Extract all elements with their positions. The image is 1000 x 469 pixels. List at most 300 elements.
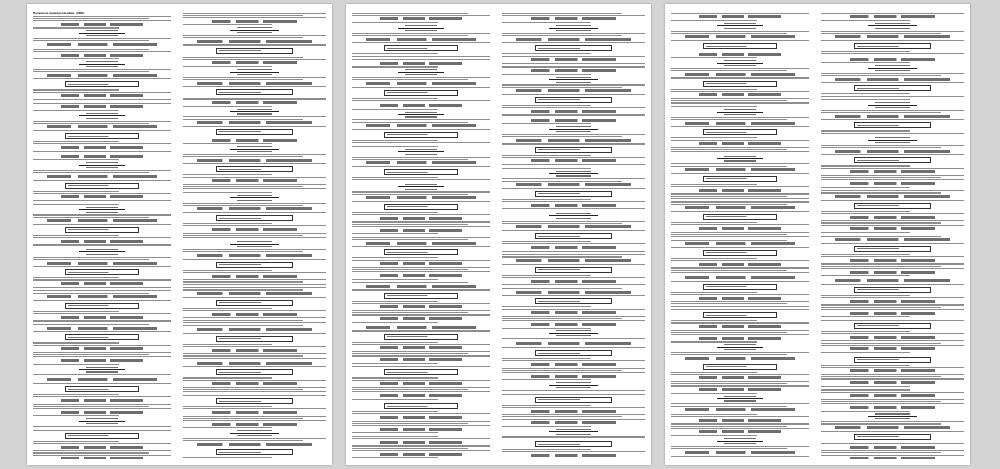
text-line — [183, 233, 326, 234]
text-line — [502, 241, 591, 242]
text-line — [671, 294, 809, 295]
text-line — [502, 372, 645, 373]
fraction-bar — [717, 441, 764, 442]
formula-block — [65, 303, 139, 309]
text-line — [671, 77, 809, 78]
fraction-bar — [868, 140, 917, 141]
formula-block — [854, 43, 930, 49]
text-line — [821, 192, 941, 193]
text-line — [352, 312, 468, 313]
text-line — [502, 33, 645, 34]
fraction-bar — [549, 79, 598, 80]
formula-block — [699, 376, 782, 379]
formula-block — [516, 183, 630, 186]
text-line — [33, 406, 149, 407]
formula-block — [380, 453, 463, 456]
formula-block — [398, 69, 445, 75]
text-line — [183, 223, 272, 224]
formula-block — [65, 386, 139, 392]
text-line — [183, 420, 326, 421]
text-line — [33, 396, 171, 397]
text-line — [821, 443, 964, 444]
formula-block — [384, 334, 458, 340]
formula-block — [380, 346, 463, 349]
document-page-2 — [346, 4, 651, 465]
text-line — [502, 123, 591, 124]
text-line — [33, 18, 149, 19]
formula-block — [531, 69, 617, 72]
text-line — [502, 256, 622, 257]
formula-block — [685, 168, 795, 171]
text-line — [33, 257, 171, 258]
formula-block — [230, 69, 279, 75]
text-line — [821, 316, 910, 317]
text-line — [352, 363, 438, 364]
text-line — [352, 246, 490, 247]
text-line — [33, 287, 171, 288]
formula-block — [61, 195, 144, 198]
text-line — [502, 143, 645, 144]
fraction-bar — [79, 33, 126, 34]
text-line — [352, 448, 468, 449]
formula-block — [398, 112, 445, 118]
formula-block — [366, 82, 476, 85]
text-line — [671, 330, 809, 331]
text-line — [183, 235, 303, 236]
text-line — [502, 394, 645, 395]
text-line — [821, 297, 964, 298]
formula-block — [230, 430, 279, 436]
formula-block — [703, 250, 777, 256]
text-line — [671, 31, 809, 32]
text-line — [502, 56, 645, 57]
formula-block — [703, 129, 777, 135]
formula-block — [685, 73, 795, 76]
text-line — [183, 427, 272, 428]
fraction-bar — [398, 72, 445, 73]
formula-block — [384, 403, 458, 409]
text-line — [183, 358, 326, 359]
text-line — [502, 370, 622, 371]
text-line — [671, 383, 787, 384]
text-line — [33, 394, 119, 395]
text-line — [33, 99, 171, 100]
document-page-3 — [665, 4, 970, 465]
text-line — [821, 295, 910, 296]
formula-block — [230, 109, 279, 115]
fraction-bar — [868, 416, 917, 417]
formula-block — [61, 347, 144, 350]
fraction-bar — [868, 105, 917, 106]
text-line — [502, 426, 591, 427]
formula-block — [699, 142, 782, 145]
text-line — [671, 267, 809, 268]
formula-block — [398, 25, 445, 31]
formula-block — [835, 35, 949, 38]
formula-block — [717, 23, 764, 29]
text-line — [33, 38, 171, 39]
formula-block — [868, 65, 917, 71]
text-line — [183, 259, 326, 260]
text-line — [821, 343, 941, 344]
text-line — [671, 406, 787, 407]
text-line — [183, 440, 303, 441]
text-line — [352, 344, 490, 345]
fraction-bar — [868, 68, 917, 69]
formula-block — [65, 183, 139, 189]
text-line — [821, 75, 941, 76]
text-line — [502, 74, 591, 75]
text-line — [183, 192, 272, 193]
formula-block — [212, 423, 298, 426]
text-line — [352, 140, 438, 141]
text-line — [183, 389, 303, 390]
formula-block — [699, 430, 782, 433]
text-line — [502, 390, 645, 391]
text-line — [33, 320, 171, 321]
text-line — [33, 244, 171, 245]
text-line — [183, 15, 303, 16]
text-line — [183, 174, 272, 175]
text-line — [502, 347, 645, 348]
text-line — [671, 98, 809, 99]
text-line — [821, 333, 964, 334]
fraction-bar — [549, 173, 598, 174]
text-line — [183, 457, 272, 458]
formula-block — [212, 382, 298, 385]
text-line — [183, 355, 303, 356]
formula-block — [850, 406, 936, 409]
formula-block — [717, 60, 764, 66]
text-line — [502, 208, 645, 209]
text-line — [671, 403, 809, 404]
formula-block — [61, 399, 144, 402]
text-line — [502, 405, 591, 406]
text-line — [352, 35, 468, 36]
text-line — [821, 307, 941, 308]
text-line — [502, 379, 591, 380]
text-line — [183, 177, 326, 178]
formula-block — [366, 38, 476, 41]
text-line — [502, 22, 591, 23]
text-line — [821, 304, 964, 305]
formula-block — [384, 293, 458, 299]
text-line — [821, 51, 910, 52]
text-line — [671, 374, 809, 375]
formula-block — [230, 195, 279, 201]
formula-block — [516, 291, 630, 294]
formula-block — [854, 357, 930, 363]
formula-block — [854, 434, 930, 440]
formula-block — [854, 203, 930, 209]
text-line — [183, 225, 326, 226]
formula-block — [699, 419, 782, 422]
formula-block — [535, 147, 611, 153]
text-line — [33, 342, 119, 343]
text-line — [671, 456, 809, 457]
formula-block — [535, 45, 611, 51]
formula-block — [717, 156, 764, 162]
text-line — [33, 40, 149, 41]
text-line — [183, 366, 326, 367]
text-line — [352, 214, 490, 215]
formula-block — [230, 241, 279, 247]
text-line — [183, 212, 326, 213]
formula-block — [197, 40, 311, 43]
text-line — [821, 20, 910, 21]
formula-block — [380, 17, 463, 20]
text-line — [821, 225, 964, 226]
text-line — [33, 354, 149, 355]
formula-block — [535, 298, 611, 304]
text-line — [33, 170, 171, 171]
text-line — [671, 332, 787, 333]
text-line — [183, 270, 272, 271]
formula-block — [380, 274, 463, 277]
text-line — [671, 193, 809, 194]
formula-block — [61, 146, 144, 149]
text-line — [502, 309, 645, 310]
formula-block — [61, 457, 144, 459]
text-line — [352, 122, 468, 123]
text-line — [352, 377, 438, 378]
text-line — [352, 166, 490, 167]
text-line — [671, 414, 757, 415]
text-line — [671, 435, 757, 436]
text-line — [502, 243, 645, 244]
text-line — [821, 411, 910, 412]
text-line — [33, 200, 171, 201]
formula-block — [398, 184, 445, 190]
text-line — [183, 391, 326, 392]
formula-block — [699, 227, 782, 230]
formula-block — [47, 43, 157, 46]
text-line — [352, 239, 468, 240]
text-line — [821, 378, 964, 379]
text-line — [821, 367, 964, 368]
text-line — [352, 146, 438, 147]
text-line — [821, 73, 964, 74]
text-line — [352, 66, 438, 67]
formula-block — [835, 195, 949, 198]
text-line — [33, 408, 171, 409]
formula-block — [61, 23, 144, 26]
text-line — [352, 233, 438, 234]
formula-block — [47, 295, 157, 298]
formula-block — [850, 369, 936, 372]
formula-block — [685, 276, 795, 279]
formula-block — [699, 263, 782, 266]
formula-block — [47, 378, 157, 381]
text-line — [671, 234, 787, 235]
text-line — [33, 27, 119, 28]
formula-block — [531, 375, 617, 378]
formula-block — [380, 416, 463, 419]
formula-block — [516, 342, 630, 345]
formula-block — [854, 323, 930, 329]
formula-block — [212, 313, 298, 316]
formula-block — [717, 344, 764, 350]
page-2-left-column — [352, 10, 490, 459]
formula-block — [384, 169, 458, 175]
formula-block — [516, 89, 630, 92]
text-line — [33, 159, 119, 160]
text-line — [671, 196, 787, 197]
formula-block — [384, 204, 458, 210]
text-line — [671, 117, 809, 118]
formula-block — [380, 62, 463, 65]
fraction-bar — [79, 115, 126, 116]
formula-block — [212, 349, 298, 352]
text-line — [33, 237, 171, 238]
text-line — [33, 78, 171, 79]
formula-block — [868, 102, 917, 108]
text-line — [33, 345, 171, 346]
text-line — [352, 310, 490, 311]
text-line — [33, 191, 119, 192]
formula-block — [549, 213, 598, 219]
formula-block — [854, 122, 930, 128]
text-line — [33, 123, 149, 124]
text-line — [502, 316, 645, 317]
text-line — [671, 211, 809, 212]
text-line — [183, 279, 326, 280]
text-line — [183, 322, 326, 323]
text-line — [502, 414, 645, 415]
text-line — [821, 211, 910, 212]
text-line — [821, 119, 964, 120]
text-line — [502, 84, 645, 85]
formula-block — [61, 155, 144, 158]
text-line — [671, 292, 757, 293]
text-line — [352, 387, 490, 388]
formula-block — [850, 336, 936, 339]
text-line — [33, 16, 171, 17]
text-line — [671, 151, 809, 152]
text-line — [671, 91, 809, 92]
text-line — [352, 322, 438, 323]
text-line — [502, 53, 591, 54]
text-line — [502, 328, 591, 329]
text-line — [821, 263, 964, 264]
text-line — [33, 311, 119, 312]
formula-block — [230, 27, 279, 33]
text-line — [33, 430, 171, 431]
formula-block — [79, 30, 126, 36]
formula-block — [79, 162, 126, 168]
formula-block — [197, 121, 311, 124]
text-line — [821, 168, 964, 169]
formula-block — [699, 53, 782, 56]
formula-block — [366, 285, 476, 288]
formula-block — [685, 357, 795, 360]
formula-block — [79, 367, 126, 373]
text-line — [352, 157, 490, 158]
formula-block — [699, 93, 782, 96]
formula-block — [61, 359, 144, 362]
formula-block — [216, 166, 292, 172]
text-line — [33, 51, 171, 52]
text-line — [671, 13, 809, 14]
text-line — [821, 399, 964, 400]
text-line — [671, 20, 757, 21]
formula-block — [197, 362, 311, 365]
text-line — [33, 151, 171, 152]
text-line — [671, 354, 787, 355]
formula-block — [531, 280, 617, 283]
formula-block — [549, 126, 598, 132]
text-line — [502, 164, 645, 165]
formula-block — [699, 189, 782, 192]
text-line — [352, 353, 468, 354]
text-line — [502, 419, 645, 420]
formula-block — [850, 227, 936, 230]
text-line — [821, 40, 964, 41]
text-line — [671, 163, 809, 164]
text-line — [671, 224, 809, 225]
text-line — [352, 194, 468, 195]
formula-block — [703, 364, 777, 370]
formula-block — [717, 396, 764, 402]
text-line — [183, 333, 326, 334]
page-2-right-column — [502, 10, 645, 459]
text-line — [183, 380, 326, 381]
text-line — [183, 325, 303, 326]
formula-block — [535, 441, 611, 447]
formula-block — [535, 267, 611, 273]
text-line — [352, 432, 438, 433]
fraction-bar — [398, 151, 445, 152]
text-line — [502, 136, 622, 137]
text-line — [821, 403, 964, 404]
text-line — [183, 251, 303, 252]
formula-block — [516, 225, 630, 228]
text-line — [33, 235, 119, 236]
text-line — [33, 141, 119, 142]
text-line — [671, 448, 787, 449]
text-line — [502, 254, 645, 255]
fraction-bar — [230, 244, 279, 245]
text-line — [821, 455, 964, 456]
text-line — [352, 201, 490, 202]
text-line — [352, 425, 490, 426]
text-line — [671, 232, 809, 233]
formula-block — [531, 110, 617, 113]
text-line — [821, 220, 964, 221]
fraction-bar — [717, 347, 764, 348]
formula-block — [216, 449, 292, 455]
formula-block — [717, 438, 764, 444]
formula-block — [47, 327, 157, 330]
formula-block — [549, 382, 598, 388]
formula-block — [65, 269, 139, 275]
formula-block — [47, 175, 157, 178]
formula-block — [531, 323, 617, 326]
text-line — [821, 13, 964, 14]
text-line — [352, 33, 490, 34]
text-line — [183, 297, 326, 298]
formula-block — [850, 271, 936, 274]
formula-block — [850, 347, 936, 350]
text-line — [671, 119, 787, 120]
text-line — [33, 279, 171, 280]
text-line — [352, 450, 490, 451]
text-line — [671, 68, 809, 69]
text-line — [352, 423, 468, 424]
text-line — [671, 247, 809, 248]
formula-block — [47, 219, 157, 222]
text-line — [352, 59, 490, 60]
